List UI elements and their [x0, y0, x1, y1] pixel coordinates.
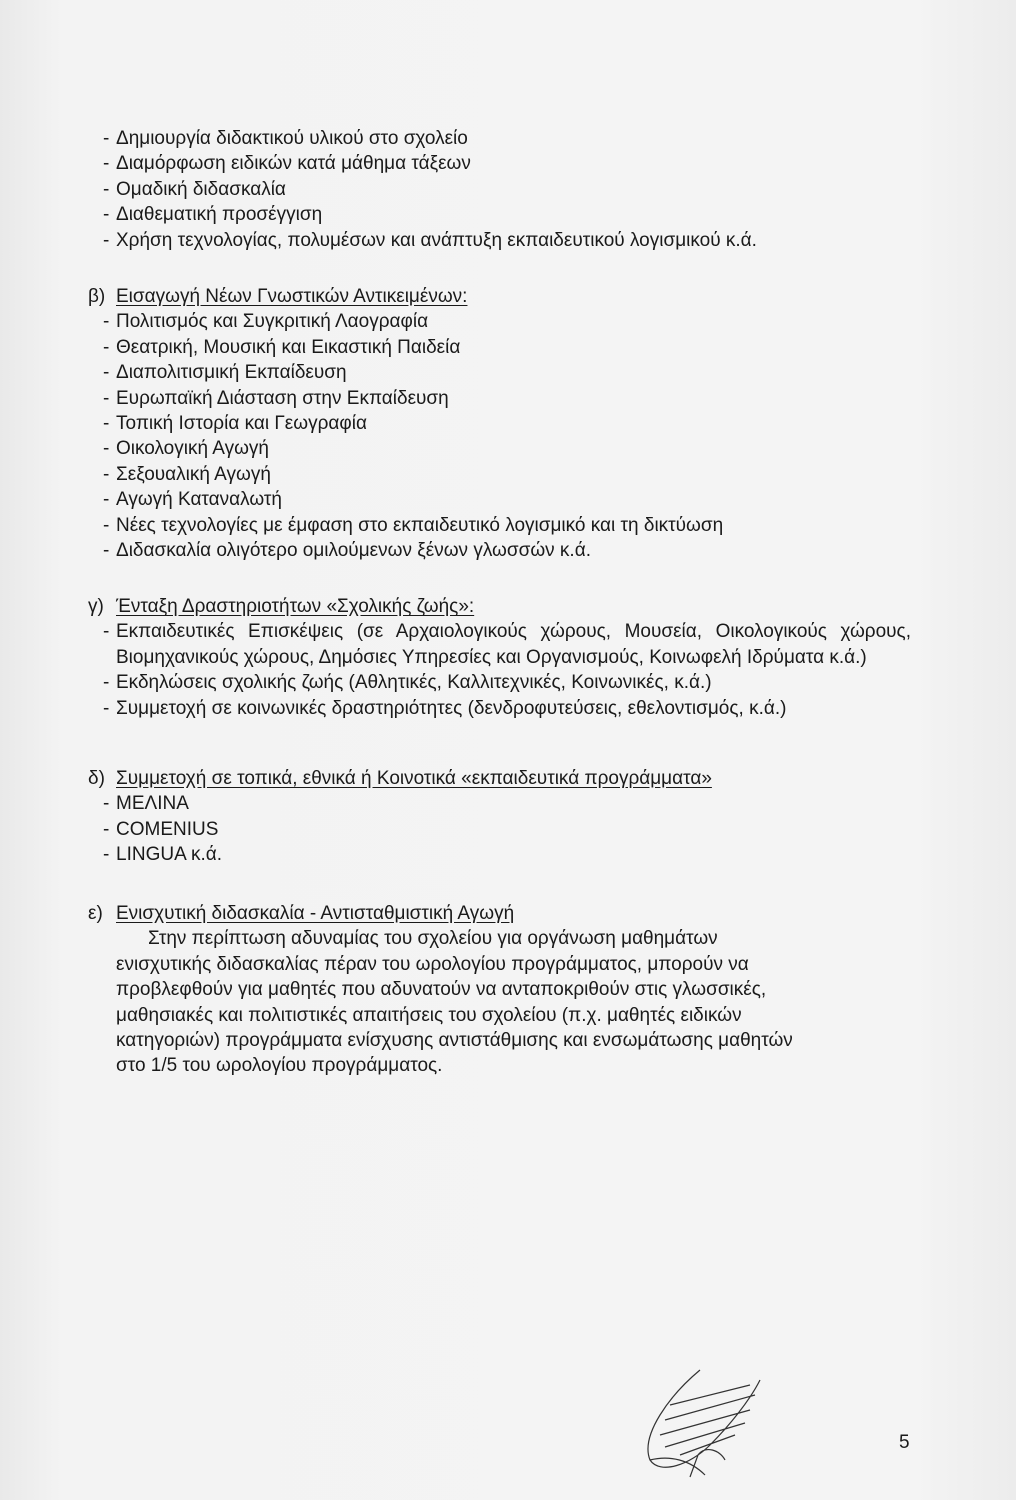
list-item-text: Οικολογική Αγωγή: [116, 438, 270, 460]
list-item: - Οικολογική Αγωγή: [103, 438, 270, 460]
section-e: [88, 901, 918, 1079]
list-item-text: COMENIUS: [116, 818, 219, 840]
list-item-text: Νέες τεχνολογίες με έμφαση στο εκπαιδευτικό λογισμικό και τη δικτύωση: [116, 514, 724, 536]
section-title: Ενισχυτική διδασκαλία - Αντισταθμιστική Αγωγή: [116, 903, 515, 924]
list-item-text: Ομαδική διδασκαλία: [116, 178, 286, 200]
section-label: ε): [88, 903, 103, 924]
section-heading: [88, 766, 918, 791]
list-item-text: LINGUA κ.ά.: [116, 844, 223, 866]
list-item: - Χρήση τεχνολογίας, πολυμέσων και ανάπτυξη εκπαιδευτικού λογισμικού κ.ά.: [103, 229, 757, 251]
intro-list: [88, 126, 918, 253]
list-item: - Σεξουαλική Αγωγή: [103, 463, 271, 485]
list-item: - Θεατρική, Μουσική και Εικαστική Παιδεία: [103, 336, 461, 358]
paragraph-line: μαθησιακές και πολιτιστικές απαιτήσεις του σχολείου (π.χ. μαθητές ειδικών: [116, 1004, 742, 1026]
section-heading: [88, 284, 918, 309]
section-paragraph: [88, 926, 918, 1078]
section-title: Συμμετοχή σε τοπικά, εθνικά ή Κοινοτικά «εκπαιδευτικά προγράμματα»: [116, 768, 712, 789]
section-heading: [88, 594, 918, 619]
section-c: [88, 594, 918, 721]
paragraph-line: κατηγοριών) προγράμματα ενίσχυσης αντιστάθμισης και ενσωμάτωσης μαθητών: [116, 1030, 793, 1052]
list-item: - Αγωγή Καταναλωτή: [103, 489, 282, 511]
section-title: Ένταξη Δραστηριοτήτων «Σχολικής ζωής»:: [116, 596, 475, 617]
section-label: δ): [88, 768, 105, 789]
section-b: [88, 284, 918, 563]
list-item-text: Δημιουργία διδακτικού υλικού στο σχολείο: [116, 128, 468, 149]
page-number: 5: [899, 1432, 910, 1453]
list-item: - COMENIUS: [103, 818, 219, 840]
list-item: - Εκπαιδευτικές Επισκέψεις (σε Αρχαιολογικούς χώρους, Μουσεία, Οικολογικούς χώρους, Βιομηχανικούς χώρους, Δημόσιες Υπηρεσίες και Οργανισμούς, Κοινωφελή Ιδρύματα κ.ά.): [103, 621, 911, 668]
paragraph-line: στο 1/5 του ωρολογίου προγράμματος.: [116, 1055, 443, 1077]
list-item: - Πολιτισμός και Συγκριτική Λαογραφία: [103, 311, 429, 333]
list-item: - Νέες τεχνολογίες με έμφαση στο εκπαιδευτικό λογισμικό και τη δικτύωση: [103, 514, 724, 536]
list-item-text: Πολιτισμός και Συγκριτική Λαογραφία: [116, 311, 429, 333]
list-item-text: Διαμόρφωση ειδικών κατά μάθημα τάξεων: [116, 153, 471, 175]
list-item-text: Θεατρική, Μουσική και Εικαστική Παιδεία: [116, 336, 461, 358]
section-label: β): [88, 286, 106, 307]
list-item-text: Σεξουαλική Αγωγή: [116, 463, 271, 485]
list-item: - Διδασκαλία ολιγότερο ομιλούμενων ξένων γλωσσών κ.ά.: [103, 540, 591, 562]
list-item-text: Διαπολιτισμική Εκπαίδευση: [116, 362, 347, 384]
list-item: - Συμμετοχή σε κοινωνικές δραστηριότητες (δενδροφυτεύσεις, εθελοντισμός, κ.ά.): [103, 697, 787, 719]
list-item-text: Τοπική Ιστορία και Γεωγραφία: [116, 413, 367, 435]
list-item: - Διαμόρφωση ειδικών κατά μάθημα τάξεων: [103, 153, 471, 175]
list-item: - Δημιουργία διδακτικού υλικού στο σχολείο: [103, 128, 468, 149]
list-item: - Τοπική Ιστορία και Γεωγραφία: [103, 413, 367, 435]
list-item: - Ομαδική διδασκαλία: [103, 178, 286, 200]
paragraph-line: Στην περίπτωση αδυναμίας του σχολείου για οργάνωση μαθημάτων: [148, 928, 718, 950]
list-item-text: Διαθεματική προσέγγιση: [116, 204, 323, 226]
list-item-text: Αγωγή Καταναλωτή: [116, 489, 282, 511]
list-item-text: Συμμετοχή σε κοινωνικές δραστηριότητες (δενδροφυτεύσεις, εθελοντισμός, κ.ά.): [116, 697, 787, 719]
list-item-text: Διδασκαλία ολιγότερο ομιλούμενων ξένων γλωσσών κ.ά.: [116, 540, 591, 562]
section-title: Εισαγωγή Νέων Γνωστικών Αντικειμένων:: [116, 286, 468, 307]
list-item: - LINGUA κ.ά.: [103, 844, 223, 866]
list-item-text: ΜΕΛΙΝΑ: [116, 793, 189, 815]
paragraph-line: ενισχυτικής διδασκαλίας πέραν του ωρολογίου προγράμματος, μπορούν να: [116, 953, 749, 975]
list-item-text: Εκπαιδευτικές Επισκέψεις (σε Αρχαιολογικούς χώρους, Μουσεία, Οικολογικούς χώρους, Βιομηχανικούς χώρους, Δημόσιες Υπηρεσίες και Οργανισμούς, Κοινωφελή Ιδρύματα κ.ά.): [116, 621, 911, 668]
list-item: - ΜΕΛΙΝΑ: [103, 793, 189, 815]
list-item-text: Ευρωπαϊκή Διάσταση στην Εκπαίδευση: [116, 387, 449, 409]
list-item-text: Εκδηλώσεις σχολικής ζωής (Αθλητικές, Καλλιτεχνικές, Κοινωνικές, κ.ά.): [116, 672, 712, 694]
section-d: [88, 766, 918, 868]
list-item-text: Χρήση τεχνολογίας, πολυμέσων και ανάπτυξη εκπαιδευτικού λογισμικού κ.ά.: [116, 229, 757, 251]
list-item: - Διαθεματική προσέγγιση: [103, 204, 323, 226]
list-item: - Διαπολιτισμική Εκπαίδευση: [103, 362, 347, 384]
handwritten-signature: [630, 1365, 780, 1485]
paragraph-line: προβλεφθούν για μαθητές που αδυνατούν να ανταποκριθούν στις γλωσσικές,: [116, 979, 767, 1001]
section-heading: [88, 901, 918, 926]
section-label: γ): [88, 596, 104, 617]
list-item: - Εκδηλώσεις σχολικής ζωής (Αθλητικές, Καλλιτεχνικές, Κοινωνικές, κ.ά.): [103, 672, 712, 694]
list-item: - Ευρωπαϊκή Διάσταση στην Εκπαίδευση: [103, 387, 449, 409]
